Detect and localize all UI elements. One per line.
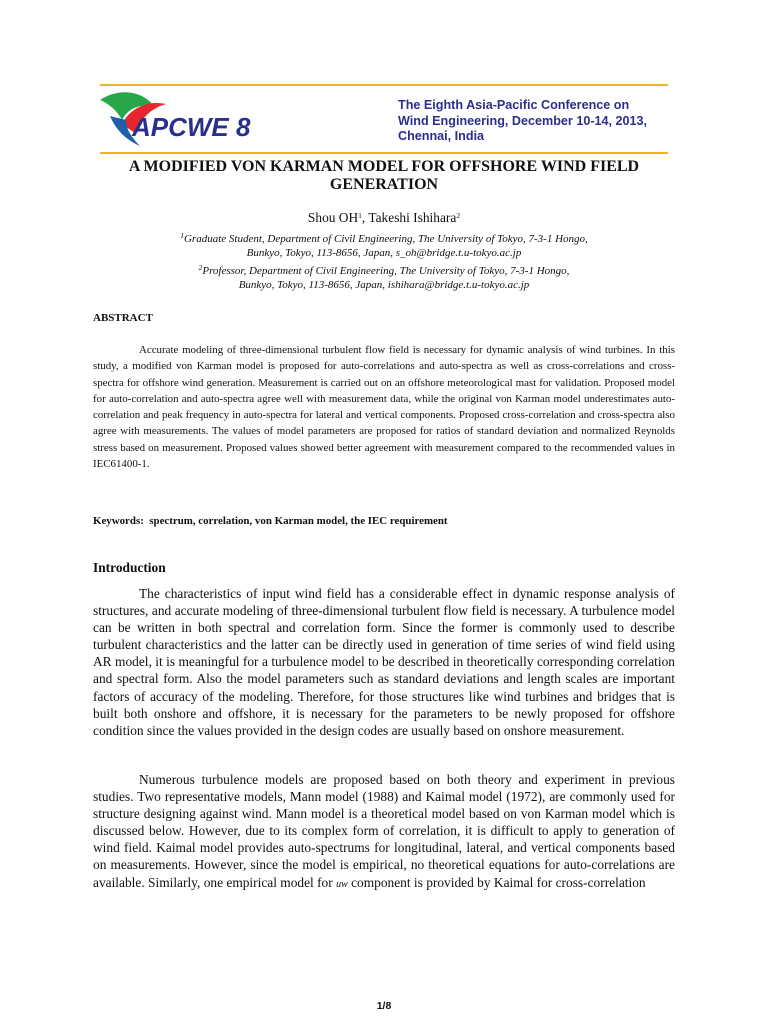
- affiliation-1: [80, 232, 688, 260]
- header-rule-bottom: [100, 152, 668, 154]
- paragraph-text: Numerous turbulence models are proposed based on both theory and experiment in previous studies. Two representative models, Mann model (1988) and Kaimal model (1972), are commonly used for structure designing against wind. Mann model is a theoretical model based on von Karman model which is discussed below. However, due to its complex form of correlation, it is difficult to apply to generation of wind field. Kaimal model provides auto-spectrums for longitudinal, lateral, and vertical components based on measurements. However, since the model is empirical, no theoretical equations for auto-correlations are available. Similarly, one empirical model for: [93, 772, 675, 890]
- uw-symbol: uw: [336, 878, 348, 890]
- paper-title-line: GENERATION: [329, 176, 439, 193]
- keywords: [93, 514, 675, 528]
- conference-info: [398, 98, 688, 145]
- logo-text: APCWE 8: [132, 112, 251, 142]
- affiliation-text: Graduate Student, Department of Civil Engineering, The University of Tokyo, 7-3-1 Hongo,: [183, 233, 588, 245]
- paragraph-text: component is provided by Kaimal for cross-correlation: [347, 874, 646, 890]
- affiliation-text: Professor, Department of Civil Engineering, The University of Tokyo, 7-3-1 Hongo,: [202, 265, 570, 277]
- introduction-heading: Introduction: [93, 560, 166, 575]
- affiliation-mark: 2: [198, 263, 203, 272]
- keywords-label: Keywords:: [93, 515, 144, 527]
- affiliation-mark: 1: [180, 231, 184, 240]
- affiliation-text: Bunkyo, Tokyo, 113-8656, Japan, ishihara@bridge.t.u-tokyo.ac.jp: [238, 279, 530, 291]
- author-separator: ,: [361, 210, 369, 225]
- keywords-text: spectrum, correlation, von Karman model, the IEC requirement: [149, 515, 448, 527]
- introduction-paragraph-2: [93, 771, 675, 893]
- paper-title-line: A MODIFIED VON KARMAN MODEL FOR OFFSHORE WIND FIELD: [128, 158, 640, 175]
- page-number: 1/8: [376, 1000, 392, 1012]
- author-name: Takeshi Ishihara: [368, 210, 457, 225]
- conference-line: Chennai, India: [398, 129, 485, 143]
- abstract-heading: ABSTRACT: [93, 312, 153, 324]
- apcwe-logo: [96, 86, 296, 150]
- apcwe-logo-graphic: [96, 86, 296, 150]
- introduction-paragraph-1: The characteristics of input wind field has a considerable effect in dynamic response analysis of structures, and accurate modeling of three-dimensional turbulent flow field is necessary. A turbulence model can be written in both spectral and correlation form. Since the former is commonly used to describe turbulent characteristics and the latter can be directly used in generation of time series of wind field using AR model, it is meaningful for a turbulence model to be described in theoretically corresponding correlation and spectral form. Also the model parameters such as standard deviations and length scales are important factors of accuracy of the modeling. Therefore, for those structures like wind turbines and bridges that is built both onshore and offshore, it is necessary for the parameters to be newly proposed for offshore condition since the values provided in the design codes are usually based on onshore measurement.: [93, 586, 675, 738]
- author-affiliation-mark: 1: [358, 211, 362, 220]
- conference-line: Wind Engineering, December 10-14, 2013,: [398, 113, 648, 128]
- affiliation-2: [80, 264, 688, 292]
- conference-line: The Eighth Asia-Pacific Conference on: [398, 98, 630, 112]
- abstract-body: Accurate modeling of three-dimensional turbulent flow field is necessary for dynamic analysis of wind turbines. In this study, a modified von Karman model is proposed for auto-correlations and auto-spectra as well as cross-correlations and cross-spectra for offshore wind generation. Measurement is carried out on an offshore meteorological mast for validation. Proposed model for auto-correlation and auto-spectra agree well with measurement data, while the original von Karman model underestimates auto-correlation and peak frequency in auto-spectra for lateral and vertical components. Proposed cross-correlation and cross-spectra also agree with measurements. The values of model parameters are proposed for ratios of standard deviation and normalized Reynolds stress based on measurement. Proposed values showed better agreement with measurement compared to the recommended values in IEC61400-1.: [93, 344, 675, 471]
- affiliation-text: Bunkyo, Tokyo, 113-8656, Japan, s_oh@bridge.t.u-tokyo.ac.jp: [246, 247, 522, 259]
- author-affiliation-mark: 2: [456, 211, 461, 220]
- paper-title: [80, 158, 688, 194]
- author-list: [80, 210, 688, 226]
- author-name: Shou OH: [307, 210, 359, 225]
